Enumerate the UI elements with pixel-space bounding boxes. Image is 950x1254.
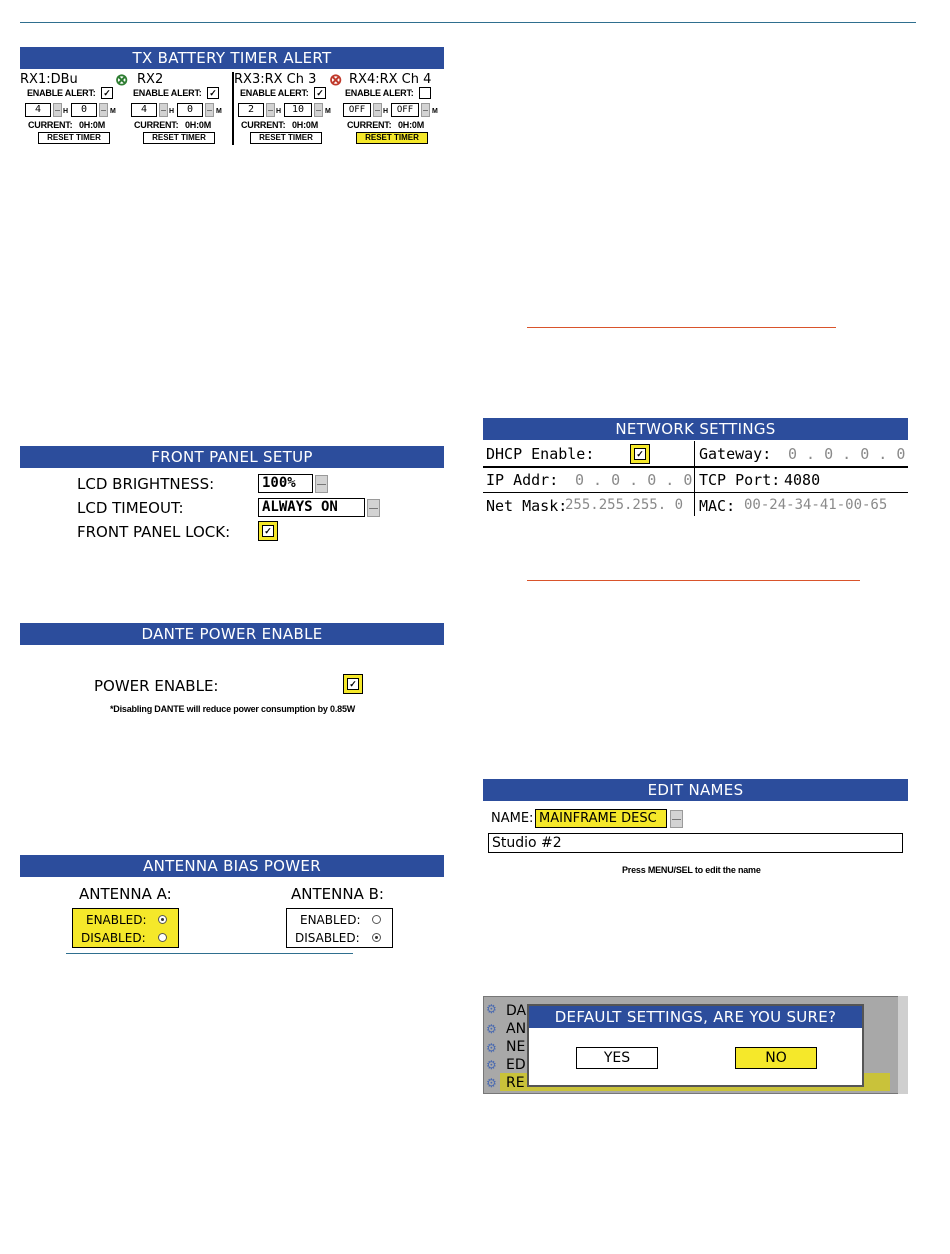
rx4-m-unit: M [432,108,438,115]
rx3-current-label: CURRENT: [241,120,286,130]
menu-item-2[interactable]: AN [506,1021,527,1037]
rx2-current-label: CURRENT: [134,120,179,130]
rx1-enable-checkbox[interactable]: ✓ [101,87,113,99]
rx1-current-label: CURRENT: [28,120,73,130]
dante-title: DANTE POWER ENABLE [20,623,444,645]
rx1-m-unit: M [110,108,116,115]
lcd-brightness-label: LCD BRIGHTNESS: [77,475,215,493]
rx2-m-unit: M [216,108,222,115]
power-enable-checkbox[interactable] [343,674,363,694]
rx1-name: RX1:DBu [20,72,78,87]
rx4-enable-checkbox[interactable] [419,87,431,99]
antenna-a-enabled-label: ENABLED: [86,913,147,927]
lcd-timeout-label: LCD TIMEOUT: [77,499,184,517]
gateway-value: 0 . 0 . 0 . 0 [788,445,906,463]
rx4-reset-button[interactable]: RESET TIMER [356,132,428,144]
rx3-reset-button[interactable]: RESET TIMER [250,132,322,144]
rx3-minutes-field[interactable]: 10 [284,103,312,117]
rx4-current-value: 0H:0M [398,120,425,130]
menu-item-4[interactable]: ED [506,1057,526,1073]
antenna-title: ANTENNA BIAS POWER [20,855,444,877]
dhcp-checkbox[interactable] [630,444,650,464]
dante-note: *Disabling DANTE will reduce power consumption by 0.85W [110,704,356,714]
rx4-hours-spinner[interactable] [373,103,382,117]
antenna-b-disabled-label: DISABLED: [295,931,360,945]
rx3-hours-spinner[interactable] [266,103,275,117]
no-button[interactable]: NO [735,1047,817,1069]
menu-gear-icon-2: ⚙ [486,1022,497,1036]
check-icon: ✓ [262,525,274,537]
rx2-minutes-spinner[interactable] [205,103,214,117]
rx1-minutes-field[interactable]: 0 [71,103,97,117]
rx4-h-unit: H [383,108,388,115]
menu-item-5[interactable]: RE [506,1075,525,1091]
check-icon: ✓ [634,448,646,460]
rx3-h-unit: H [276,108,281,115]
menu-gear-icon-5: ⚙ [486,1076,497,1090]
name-text-input[interactable]: Studio #2 [488,833,903,853]
red-rule-1 [527,327,836,328]
link-red-icon: ⊗ [329,72,343,89]
check-icon: ✓ [347,678,359,690]
menu-gear-icon-1: ⚙ [486,1002,497,1016]
rx2-hours-spinner[interactable] [159,103,168,117]
menu-item-3[interactable]: NE [506,1039,526,1055]
top-rule [20,22,916,23]
edit-names-hint: Press MENU/SEL to edit the name [622,865,761,875]
tcp-port-label: TCP Port: [699,471,781,489]
rx1-h-unit: H [63,108,68,115]
rx1-hours-spinner[interactable] [53,103,62,117]
lcd-timeout-spinner[interactable] [367,499,380,517]
gateway-label: Gateway: [699,445,772,463]
rx2-name: RX2 [137,72,164,87]
rx3-minutes-spinner[interactable] [314,103,323,117]
antenna-b-disabled-radio[interactable] [372,933,381,942]
front-panel-lock-label: FRONT PANEL LOCK: [77,523,231,541]
front-panel-lock-checkbox[interactable] [258,521,278,541]
menu-gear-icon-4: ⚙ [486,1058,497,1072]
lcd-brightness-field[interactable]: 100% [258,474,313,493]
rx2-reset-button[interactable]: RESET TIMER [143,132,215,144]
rx4-hours-field[interactable]: OFF [343,103,371,117]
confirm-dialog-title: DEFAULT SETTINGS, ARE YOU SURE? [529,1006,862,1028]
menu-scrollbar[interactable] [898,996,908,1094]
rx4-minutes-field[interactable]: OFF [391,103,419,117]
rx2-hours-field[interactable]: 4 [131,103,157,117]
edit-names-title: EDIT NAMES [483,779,908,801]
menu-gear-icon-3: ⚙ [486,1041,497,1055]
antenna-b-enabled-label: ENABLED: [300,913,361,927]
rx3-hours-field[interactable]: 2 [238,103,264,117]
rx3-enable-label: ENABLE ALERT: [240,88,309,98]
power-enable-label: POWER ENABLE: [94,677,219,695]
antenna-a-disabled-label: DISABLED: [81,931,146,945]
lcd-timeout-field[interactable]: ALWAYS ON [258,498,365,517]
name-label: NAME: [491,811,534,826]
link-green-icon: ⊗ [115,72,129,89]
antenna-a-enabled-radio[interactable] [158,915,167,924]
tx-battery-title: TX BATTERY TIMER ALERT [20,47,444,69]
ip-label: IP Addr: [486,471,559,489]
antenna-rule [66,953,353,954]
network-row-divider-2 [483,492,908,493]
rx1-reset-button[interactable]: RESET TIMER [38,132,110,144]
rx3-current-value: 0H:0M [292,120,319,130]
name-select[interactable]: MAINFRAME DESC [535,809,667,828]
rx3-m-unit: M [325,108,331,115]
rx4-enable-label: ENABLE ALERT: [345,88,414,98]
tcp-port-value: 4080 [784,471,821,489]
rx2-current-value: 0H:0M [185,120,212,130]
network-row-divider-1 [483,466,908,468]
rx2-enable-label: ENABLE ALERT: [133,88,202,98]
rx3-name: RX3:RX Ch 3 [234,72,317,87]
dhcp-label: DHCP Enable: [486,445,595,463]
ip-value: 0 . 0 . 0 . 0 [575,471,693,489]
yes-button[interactable]: YES [576,1047,658,1069]
rx4-name: RX4:RX Ch 4 [349,72,432,87]
antenna-b-label: ANTENNA B: [291,885,384,903]
net-mask-label: Net Mask: [486,497,568,515]
menu-item-1[interactable]: DA [506,1003,527,1019]
antenna-a-disabled-radio[interactable] [158,933,167,942]
name-spinner[interactable] [670,810,683,828]
net-mask-value: 255.255.255. 0 [565,497,684,513]
rx3-enable-checkbox[interactable]: ✓ [314,87,326,99]
rx2-minutes-field[interactable]: 0 [177,103,203,117]
rx2-enable-checkbox[interactable]: ✓ [207,87,219,99]
rx2-h-unit: H [169,108,174,115]
network-col-divider [694,441,695,516]
mac-value: 00-24-34-41-00-65 [744,497,888,513]
rx1-hours-field[interactable]: 4 [25,103,51,117]
antenna-a-label: ANTENNA A: [79,885,172,903]
front-panel-title: FRONT PANEL SETUP [20,446,444,468]
rx1-enable-label: ENABLE ALERT: [27,88,96,98]
network-title: NETWORK SETTINGS [483,418,908,440]
red-rule-2 [527,580,860,581]
rx4-current-label: CURRENT: [347,120,392,130]
rx1-current-value: 0H:0M [79,120,106,130]
lcd-brightness-spinner[interactable] [315,475,328,493]
mac-label: MAC: [699,497,736,515]
rx4-minutes-spinner[interactable] [421,103,430,117]
rx1-minutes-spinner[interactable] [99,103,108,117]
antenna-b-enabled-radio[interactable] [372,915,381,924]
